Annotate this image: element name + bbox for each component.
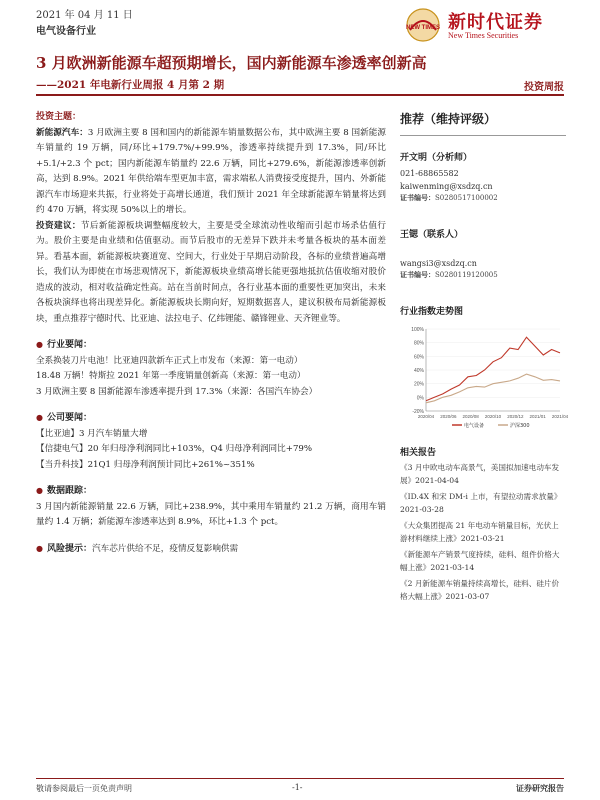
news-item: 3 月欧洲主要 8 国新能源车渗透率提升到 17.3%（来源：各国汽车协会） bbox=[36, 386, 318, 397]
company-item: 【信捷电气】20 年归母净利润同比+103%，Q4 归母净利润同比+79% bbox=[36, 444, 313, 454]
logo-badge-icon bbox=[404, 8, 442, 42]
x-tick-label: 2020/04 bbox=[417, 414, 435, 419]
company-section bbox=[36, 410, 386, 473]
risk-section bbox=[36, 541, 386, 558]
logo-name-en: New Times Securities bbox=[448, 31, 519, 40]
risk-heading: ● 风险提示： bbox=[36, 542, 92, 554]
nev-label: 新能源汽车： bbox=[36, 127, 88, 138]
series-line-1 bbox=[426, 374, 560, 403]
x-tick-label: 2020/10 bbox=[484, 414, 502, 419]
x-tick-label: 2020/08 bbox=[462, 414, 479, 419]
analyst-name: 王锶（联系人） bbox=[400, 230, 464, 240]
analyst-email[interactable]: kaiwenming@xsdzq.cn bbox=[400, 182, 493, 191]
sidebar bbox=[400, 110, 569, 603]
legend-label: 沪深300 bbox=[510, 423, 530, 429]
data-text: 3 月国内新能源销量 22.6 万辆，同比+238.9%，其中乘用车销量约 21.2 万辆，商用车销量约 1.4 万辆；新能源车渗透率达到 8.9%，环比+1.3 个 pct。 bbox=[36, 501, 386, 527]
index-chart bbox=[400, 323, 569, 433]
industry-label: 电气设备行业 bbox=[36, 26, 96, 37]
main-content bbox=[36, 110, 386, 557]
header-divider bbox=[36, 94, 564, 96]
y-tick-label: 20% bbox=[413, 381, 424, 388]
analyst-cert: 证书编号：S0280119120005 bbox=[400, 270, 498, 279]
analyst-cert: 证书编号：S0280517100002 bbox=[400, 193, 498, 202]
news-item: 18.48 万辆！特斯拉 2021 年第一季度销量创新高（来源：第一电动） bbox=[36, 371, 306, 381]
analyst-card bbox=[400, 227, 566, 280]
related-title: 相关报告 bbox=[400, 448, 437, 458]
analyst-card bbox=[400, 150, 566, 203]
related-report[interactable]: 《新能源车产销景气度持续，硅料、组件价格大幅上涨》2021-03-14 bbox=[400, 550, 560, 572]
report-date: 2021 年 04 月 11 日 bbox=[36, 10, 133, 21]
y-tick-label: 40% bbox=[413, 368, 424, 374]
advice-paragraph bbox=[36, 219, 386, 328]
report-title: 3 月欧洲新能源车超预期增长，国内新能源车渗透率创新高 bbox=[36, 54, 427, 72]
y-tick-label: 0% bbox=[416, 395, 424, 402]
page-number: -1- bbox=[292, 783, 303, 792]
data-heading: ● 数据跟踪： bbox=[36, 485, 92, 496]
y-tick-label: 80% bbox=[413, 340, 424, 347]
report-type: 投资周报 bbox=[524, 82, 564, 93]
y-tick-label: 60% bbox=[413, 354, 424, 361]
company-item: 【比亚迪】3 月汽车销量大增 bbox=[36, 428, 148, 439]
report-subtitle: ——2021 年电新行业周报 4 月第 2 期 bbox=[36, 79, 225, 91]
data-section bbox=[36, 483, 386, 531]
x-tick-label: 2020/06 bbox=[440, 414, 457, 419]
analyst-name: 开文明（分析师） bbox=[400, 153, 473, 163]
company-heading: ● 公司要闻： bbox=[36, 412, 92, 423]
triangle-bullet-icon: ● bbox=[36, 412, 43, 422]
footer-label: 证券研究报告 bbox=[516, 783, 564, 793]
nev-text: 3 月欧洲主要 8 国和国内的新能源车销量数据公布，其中欧洲主要 8 国新能源车销量约 19 万辆，同/环比+179.7%/+99.9%，渗透率持续提升到 17.3%，同/环比+5.1/+2.3 个 pct；国内新能源车销量约 22.6 万辆，同比+279.6%，新能源渗透率创新高，达到 8.9%。2021 年供给端车型更加丰富，需求端私人消费接受度提升，国内、外新能源汽车市场迎来共振，行业将处于高增长通道，我们预计 2021 年全球新能源车销量将达到约 470 万辆，将实现 50%以上的增长。 bbox=[36, 127, 386, 215]
series-line-0 bbox=[426, 337, 560, 401]
triangle-bullet-icon: ● bbox=[36, 542, 43, 553]
legend-label: 电气设备 bbox=[464, 423, 485, 429]
news-heading: ● 行业要闻： bbox=[36, 339, 92, 350]
logo bbox=[404, 6, 564, 46]
advice-label: 投资建议： bbox=[36, 220, 81, 231]
footer-disclaimer: 敬请参阅最后一页免责声明 bbox=[36, 784, 132, 793]
x-tick-label: 2021/04 bbox=[551, 414, 569, 419]
nev-paragraph bbox=[36, 126, 386, 219]
y-tick-label: -20% bbox=[412, 409, 424, 415]
footer-divider bbox=[36, 778, 564, 779]
risk-text: 汽车芯片供给不足，疫情反复影响供需 bbox=[92, 543, 239, 554]
analyst-email[interactable]: wangsi3@xsdzq.cn bbox=[400, 259, 477, 268]
rating: 推荐（维持评级） bbox=[400, 112, 497, 126]
triangle-bullet-icon: ● bbox=[36, 485, 43, 495]
chart-title: 行业指数走势图 bbox=[400, 307, 464, 317]
company-item: 【当升科技】21Q1 归母净利润预计同比+261%~351% bbox=[36, 459, 255, 470]
rating-divider bbox=[400, 135, 566, 136]
related-report[interactable]: 《ID.4X 和宋 DM-i 上市，有望拉动需求放量》2021-03-28 bbox=[400, 492, 562, 514]
news-section bbox=[36, 337, 386, 400]
x-tick-label: 2021/01 bbox=[529, 414, 546, 419]
news-item: 全系换装刀片电池！比亚迪四款新车正式上市发布（来源：第一电动） bbox=[36, 355, 303, 366]
y-tick-label: 100% bbox=[411, 327, 424, 333]
related-report[interactable]: 《大众集团提高 21 年电动车销量目标，光伏上游材料继续上涨》2021-03-21 bbox=[400, 521, 559, 543]
x-tick-label: 2020/12 bbox=[507, 414, 524, 419]
logo-badge-text: NEW TIMES bbox=[406, 25, 440, 31]
triangle-bullet-icon: ● bbox=[36, 339, 43, 349]
analyst-phone: 021-68865582 bbox=[400, 169, 459, 178]
related-report[interactable]: 《3 月中欧电动车高景气，美国拟加速电动车发展》2021-04-04 bbox=[400, 463, 560, 485]
logo-name-cn: 新时代证券 bbox=[448, 12, 543, 33]
advice-text: 节后新能源板块调整幅度较大，主要是受全球流动性收缩而引起市场杀估值行为。股价主要是由业绩和估值驱动。而节后股市的无差异下跌并未考量各板块的基本面差异。看基本面，新能源板块赛道宽、空间大，行业处于早期启动阶段，各标的业绩普遍高增长，我们认为即使在市场悲观情况下，新能源板块业绩高增长能更强地抵抗估值收缩对股价造成的波动，相对收益确定性高。站在当前时间点，各行业基本面的重要性更加突出，未来各板块演绎也将出现差异化。新能源板块长期向好，短期数据喜人，建议积极布局新能源板块，重点推荐宁德时代、比亚迪、法拉电子、亿纬锂能、赣锋锂业、天齐锂业等。 bbox=[36, 220, 386, 324]
points-heading: 投资主题： bbox=[36, 112, 82, 122]
related-report[interactable]: 《2 月新能源车销量持续高增长，硅料、硅片价格大幅上涨》2021-03-07 bbox=[400, 579, 560, 601]
